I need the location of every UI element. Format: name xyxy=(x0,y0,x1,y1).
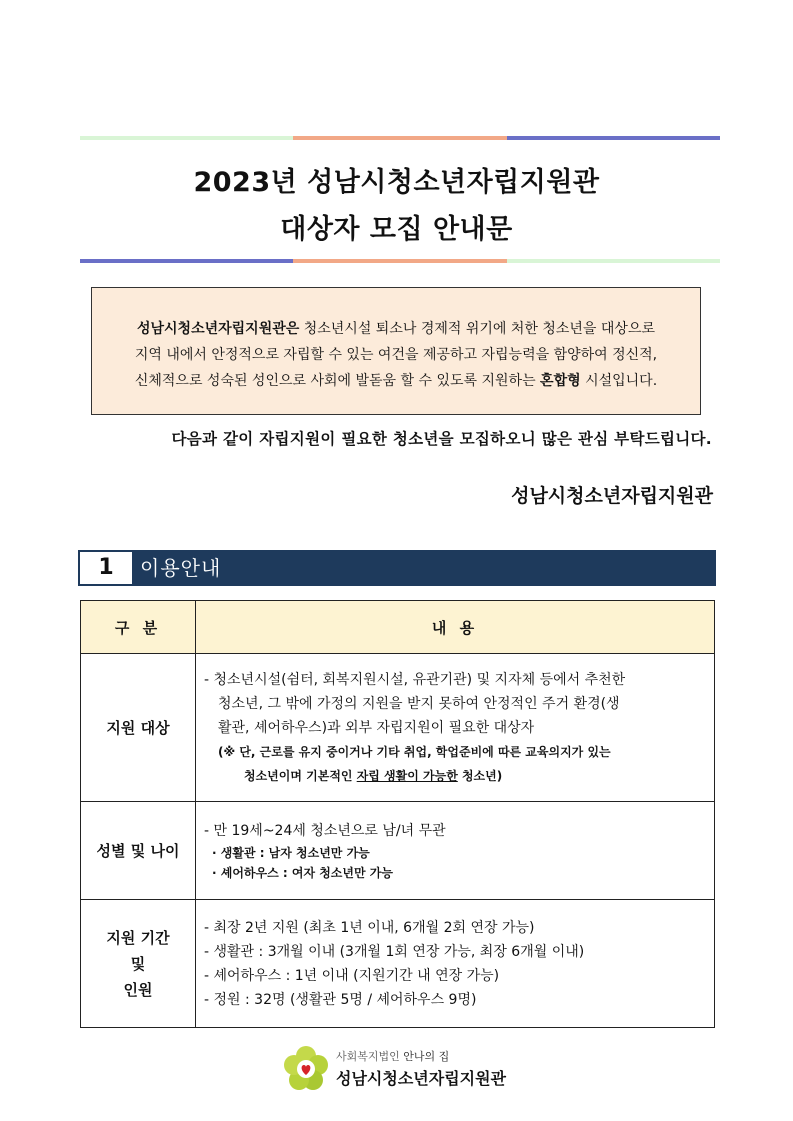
footer-org-name: 성남시청소년자립지원관 xyxy=(336,1069,507,1088)
table-header-row xyxy=(81,601,715,654)
top-bar-orange xyxy=(293,136,507,140)
section-number: 1 xyxy=(80,552,132,584)
content-line: - 최장 2년 지원 (최초 1년 이내, 6개월 2회 연장 가능) xyxy=(204,919,535,936)
intro-org-name: 성남시청소년자립지원관은 xyxy=(136,321,300,337)
row-label-period-capacity xyxy=(81,900,196,1028)
content-line: - 만 19세~24세 청소년으로 남/녀 무관 xyxy=(204,822,446,839)
table-row xyxy=(81,900,715,1028)
intro-line3-a: 신체적으로 성숙된 성인으로 사회에 발돋움 할 수 있도록 지원하는 xyxy=(134,373,541,389)
content-line: - 셰어하우스 : 1년 이내 (지원기간 내 연장 가능) xyxy=(204,967,500,984)
sub-line-sharehouse: · 셰어하우스 : 여자 청소년만 가능 xyxy=(212,865,393,880)
sub-line-dorm: · 생활관 : 남자 청소년만 가능 xyxy=(212,845,370,860)
intro-line3-b: 시설입니다. xyxy=(580,373,658,389)
top-bar-green xyxy=(80,136,293,140)
footer-foundation-a: 사회복지법인 xyxy=(336,1050,404,1063)
content-line: 활관, 셰어하우스)과 외부 자립지원이 필요한 대상자 xyxy=(218,719,535,736)
page-title-line1: 2023년 성남시청소년자립지원관 xyxy=(193,167,600,198)
section-title: 이용안내 xyxy=(140,556,222,580)
intro-box xyxy=(91,287,701,415)
content-line: - 청소년시설(쉼터, 회복지원시설, 유관기관) 및 지자체 등에서 추천한 xyxy=(204,671,626,688)
label-line: 인원 xyxy=(123,980,153,999)
intro-line1-rest: 청소년시설 퇴소나 경제적 위기에 처한 청소년을 대상으로 xyxy=(299,321,656,337)
header-category: 구 분 xyxy=(81,601,196,654)
footer-foundation xyxy=(336,1048,449,1064)
note-line-1: (※ 단, 근로를 유지 중이거나 기타 취업, 학업준비에 따른 교육의지가 있는 xyxy=(218,744,611,759)
note-line2-b: 청소년) xyxy=(457,768,503,783)
bottom-bar-orange xyxy=(293,259,507,263)
bottom-bar-green xyxy=(507,259,720,263)
org-signature: 성남시청소년자립지원관 xyxy=(511,485,713,507)
row-content-period-capacity xyxy=(196,900,715,1028)
note-line-2 xyxy=(204,764,704,788)
flower-logo-icon xyxy=(282,1045,330,1093)
content-line: - 생활관 : 3개월 이내 (3개월 1회 연장 가능, 최장 6개월 이내) xyxy=(204,943,585,960)
note-line2-a: 청소년이며 기본적인 xyxy=(244,768,357,783)
table-row xyxy=(81,654,715,802)
header-content: 내 용 xyxy=(196,601,715,654)
recruitment-notice: 다음과 같이 자립지원이 필요한 청소년을 모집하오니 많은 관심 부탁드립니다. xyxy=(171,430,712,448)
info-table xyxy=(80,600,715,1028)
row-label-support-target: 지원 대상 xyxy=(81,654,196,802)
top-bar-blue xyxy=(507,136,720,140)
intro-line-1 xyxy=(102,316,690,342)
bottom-bar-blue xyxy=(80,259,293,263)
row-content-support-target xyxy=(196,654,715,802)
row-label-gender-age: 성별 및 나이 xyxy=(81,802,196,900)
note-line2-underlined: 자립 생활이 가능한 xyxy=(356,768,458,783)
intro-line-2: 지역 내에서 안정적으로 자립할 수 있는 여건을 제공하고 자립능력을 함양하여 정신적, xyxy=(134,347,658,363)
intro-line-3 xyxy=(102,368,690,394)
intro-line3-bold: 혼합형 xyxy=(540,373,581,389)
label-line: 지원 기간 xyxy=(106,928,170,947)
page-title-line2: 대상자 모집 안내문 xyxy=(280,214,513,245)
row-content-gender-age xyxy=(196,802,715,900)
content-line: 청소년, 그 밖에 가정의 지원을 받지 못하여 안정적인 주거 환경(생 xyxy=(218,695,620,712)
table-row xyxy=(81,802,715,900)
section-header xyxy=(78,550,716,586)
content-line: - 정원 : 32명 (생활관 5명 / 셰어하우스 9명) xyxy=(204,991,477,1008)
footer-foundation-b: 안나의 집 xyxy=(403,1050,450,1063)
label-line: 및 xyxy=(130,954,146,973)
